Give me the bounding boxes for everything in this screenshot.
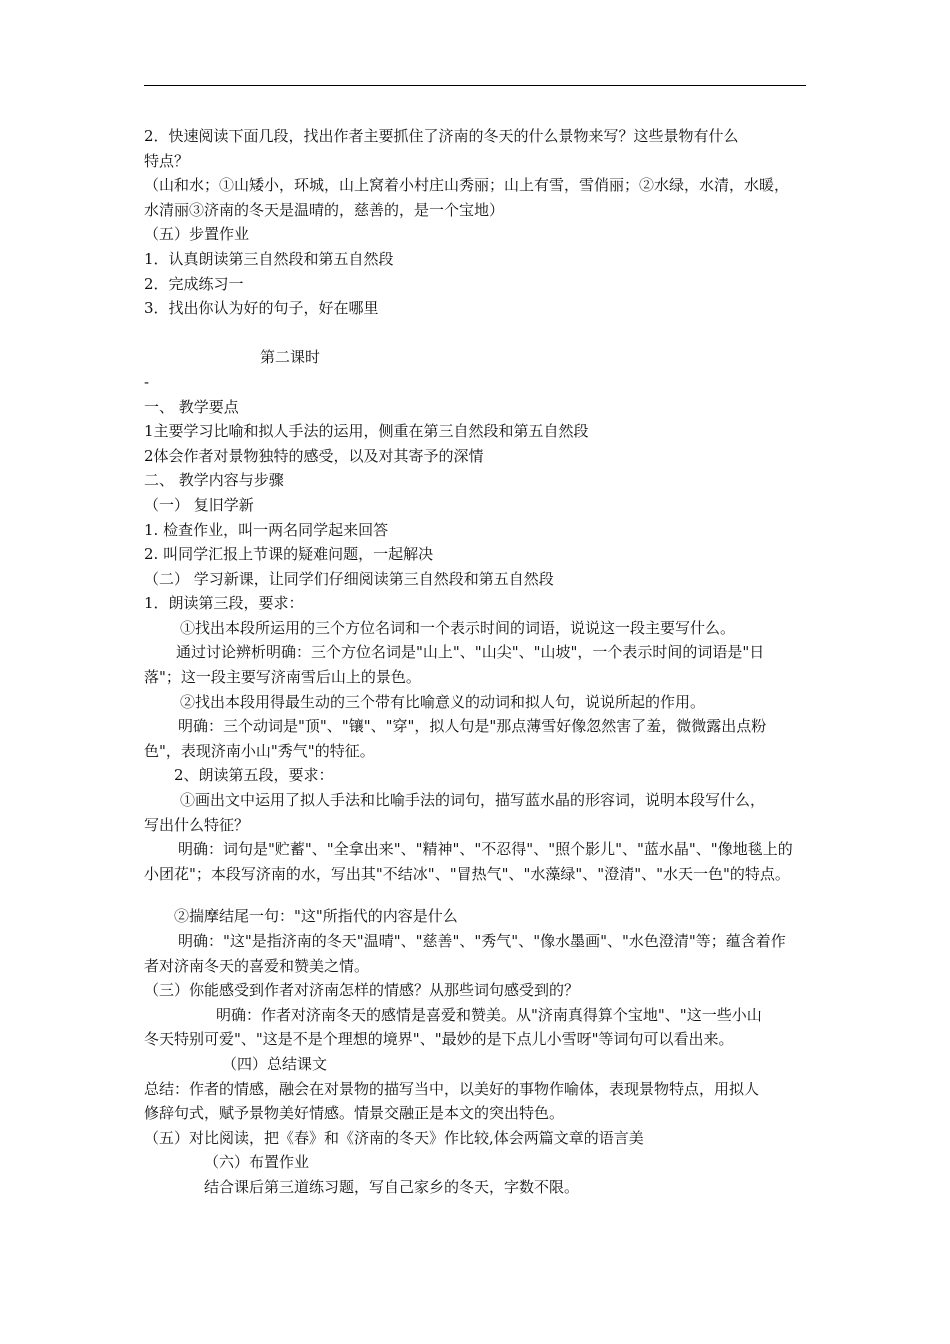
- paragraph-line: ①画出文中运用了拟人手法和比喻手法的词句，描写蓝水晶的形容词，说明本段写什么，: [180, 791, 766, 810]
- list-item: 2．完成练习一: [144, 274, 244, 293]
- list-item: 2. 叫同学汇报上节课的疑难问题，一起解决: [144, 545, 434, 564]
- subsection-heading: （二） 学习新课，让同学们仔细阅读第三自然段和第五自然段: [144, 569, 554, 588]
- section-heading: 二、 教学内容与步骤: [144, 471, 284, 490]
- section-heading: 一、 教学要点: [144, 397, 239, 416]
- paragraph-line: 者对济南冬天的喜爱和赞美之情。: [144, 956, 370, 975]
- paragraph-line: （山和水；①山矮小，环城，山上窝着小村庄山秀丽；山上有雪，雪俏丽；②水绿，水清，水暖，: [144, 176, 790, 195]
- spacer: [144, 886, 818, 904]
- list-item: 1. 检查作业，叫一两名同学起来回答: [144, 520, 389, 539]
- list-item: 3．找出你认为好的句子，好在哪里: [144, 299, 379, 318]
- paragraph-line: 明确：词句是"贮蓄"、"全拿出来"、"精神"、"不忍得"、"照个影儿"、"蓝水晶"、"像地毯上的: [178, 840, 793, 859]
- list-item: 2、朗读第五段，要求：: [174, 766, 334, 785]
- paragraph-line: 明确：三个动词是"顶"、"镶"、"穿"，拟人句是"那点薄雪好像忽然害了羞，微微露出点粉: [178, 717, 767, 736]
- paragraph-line: 2体会作者对景物独特的感受，以及对其寄予的深情: [144, 446, 484, 465]
- subsection-heading: （一） 复旧学新: [144, 495, 254, 514]
- paragraph-line: 1主要学习比喻和拟人手法的运用，侧重在第三自然段和第五自然段: [144, 422, 589, 441]
- subsection-heading: （五）对比阅读，把《春》和《济南的冬天》作比较,体会两篇文章的语言美: [144, 1128, 644, 1147]
- paragraph-line: 通过讨论辨析明确：三个方位名词是"山上"、"山尖"、"山坡"，一个表示时间的词语是"日: [176, 643, 765, 662]
- paragraph-line: 写出什么特征？: [144, 815, 250, 834]
- paragraph-line: 小团花"；本段写济南的水，写出其"不结冰"、"冒热气"、"水藻绿"、"澄清"、"水天一色"的特点。: [144, 864, 790, 883]
- paragraph-line: 修辞句式，赋予景物美好情感。情景交融正是本文的突出特色。: [144, 1104, 565, 1123]
- dash-mark: -: [144, 372, 150, 391]
- paragraph-line: 总结：作者的情感，融会在对景物的描写当中，以美好的事物作喻体，表现景物特点，用拟人: [144, 1079, 760, 1098]
- subsection-heading: （三）你能感受到作者对济南怎样的情感？从那些词句感受到的？: [144, 981, 580, 1000]
- header-rule: [144, 85, 806, 86]
- paragraph-line: 结合课后第三道练习题，写自己家乡的冬天，字数不限。: [204, 1177, 580, 1196]
- paragraph-line: 特点？: [144, 151, 190, 170]
- paragraph-line: 色"，表现济南小山"秀气"的特征。: [144, 741, 375, 760]
- paragraph-line: 落"；这一段主要写济南雪后山上的景色。: [144, 668, 421, 687]
- lesson-title: 第二课时: [260, 348, 321, 367]
- spacer: [144, 321, 818, 346]
- list-item: 1．朗读第三段，要求：: [144, 594, 304, 613]
- paragraph-line: ①找出本段所运用的三个方位名词和一个表示时间的词语，说说这一段主要写什么。: [180, 618, 736, 637]
- subsection-heading: （六）布置作业: [204, 1153, 310, 1172]
- document-body: [144, 124, 818, 1200]
- subsection-heading: （四）总结课文: [222, 1054, 328, 1073]
- paragraph-line: ②揣摩结尾一句："这"所指代的内容是什么: [174, 907, 458, 926]
- paragraph-line: 2．快速阅读下面几段，找出作者主要抓住了济南的冬天的什么景物来写？这些景物有什么: [144, 127, 739, 145]
- paragraph-line: 水清丽③济南的冬天是温晴的，慈善的，是一个宝地）: [144, 200, 505, 219]
- section-heading: （五）步置作业: [144, 225, 250, 244]
- list-item: 1．认真朗读第三自然段和第五自然段: [144, 249, 394, 268]
- paragraph-line: 冬天特别可爱"、"这是不是个理想的境界"、"最妙的是下点儿小雪呀"等词句可以看出来。: [144, 1030, 734, 1049]
- paragraph-line: ②找出本段用得最生动的三个带有比喻意义的动词和拟人句，说说所起的作用。: [180, 692, 706, 711]
- paragraph-line: 明确："这"是指济南的冬天"温晴"、"慈善"、"秀气"、"像水墨画"、"水色澄清"等；蕴含着作: [178, 932, 786, 950]
- paragraph-line: 明确：作者对济南冬天的感情是喜爱和赞美。从"济南真得算个宝地"、"这一些小山: [216, 1005, 762, 1024]
